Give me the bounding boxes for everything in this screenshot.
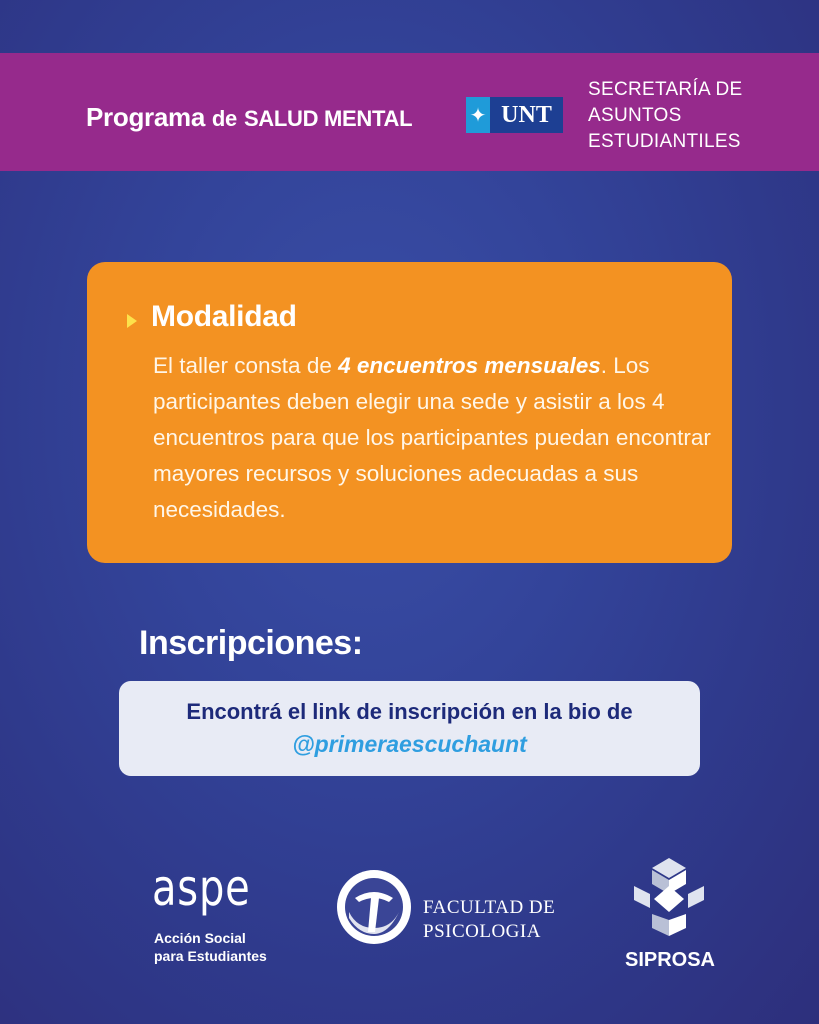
instagram-handle-link[interactable]: @primeraescuchaunt — [292, 731, 527, 757]
program-word: Programa — [86, 102, 205, 132]
modalidad-body-before: El taller consta de — [153, 353, 339, 378]
secretaria-line: ESTUDIANTILES — [588, 131, 741, 152]
unt-logo — [466, 97, 563, 133]
aspe-line: para Estudiantes — [154, 948, 267, 964]
modalidad-card — [87, 262, 732, 563]
secretaria-line: ASUNTOS — [588, 105, 682, 126]
modalidad-title: Modalidad — [151, 300, 297, 333]
facultad-psicologia-logo — [335, 868, 565, 948]
inscripciones-box — [119, 681, 700, 776]
facultad-line: PSICOLOGIA — [423, 921, 541, 942]
secretaria-line: SECRETARÍA DE — [588, 79, 743, 100]
play-arrow-icon — [127, 314, 137, 328]
program-name: SALUD MENTAL — [243, 106, 413, 131]
modalidad-body-after: . Los participantes deben elegir una sede y asistir a los 4 encuentros para que los participantes puedan encontrar mayores recursos y soluciones adecuadas a sus necesidades. — [153, 353, 711, 522]
unt-star-icon: ✦ — [466, 97, 490, 133]
psicologia-emblem-icon — [335, 868, 413, 946]
inscripciones-text: Encontrá el link de inscripción en la bio de — [186, 699, 633, 724]
aspe-logo — [152, 858, 282, 968]
modalidad-body — [153, 348, 713, 528]
modalidad-body-bold: 4 encuentros mensuales — [338, 353, 601, 378]
inscripciones-heading: Inscripciones: — [139, 624, 363, 662]
facultad-text — [423, 896, 555, 944]
aspe-subtitle — [154, 929, 267, 965]
unt-logo-text: UNT — [490, 97, 563, 133]
siprosa-text: SIPROSA — [624, 949, 716, 971]
siprosa-logo — [620, 856, 720, 976]
facultad-line: FACULTAD DE — [423, 897, 556, 918]
aspe-logo-text: aspe — [152, 859, 251, 917]
secretaria-label — [588, 77, 743, 155]
program-title — [86, 102, 412, 133]
aspe-line: Acción Social — [154, 930, 246, 946]
siprosa-emblem-icon — [626, 856, 712, 942]
program-de: de — [211, 106, 237, 131]
